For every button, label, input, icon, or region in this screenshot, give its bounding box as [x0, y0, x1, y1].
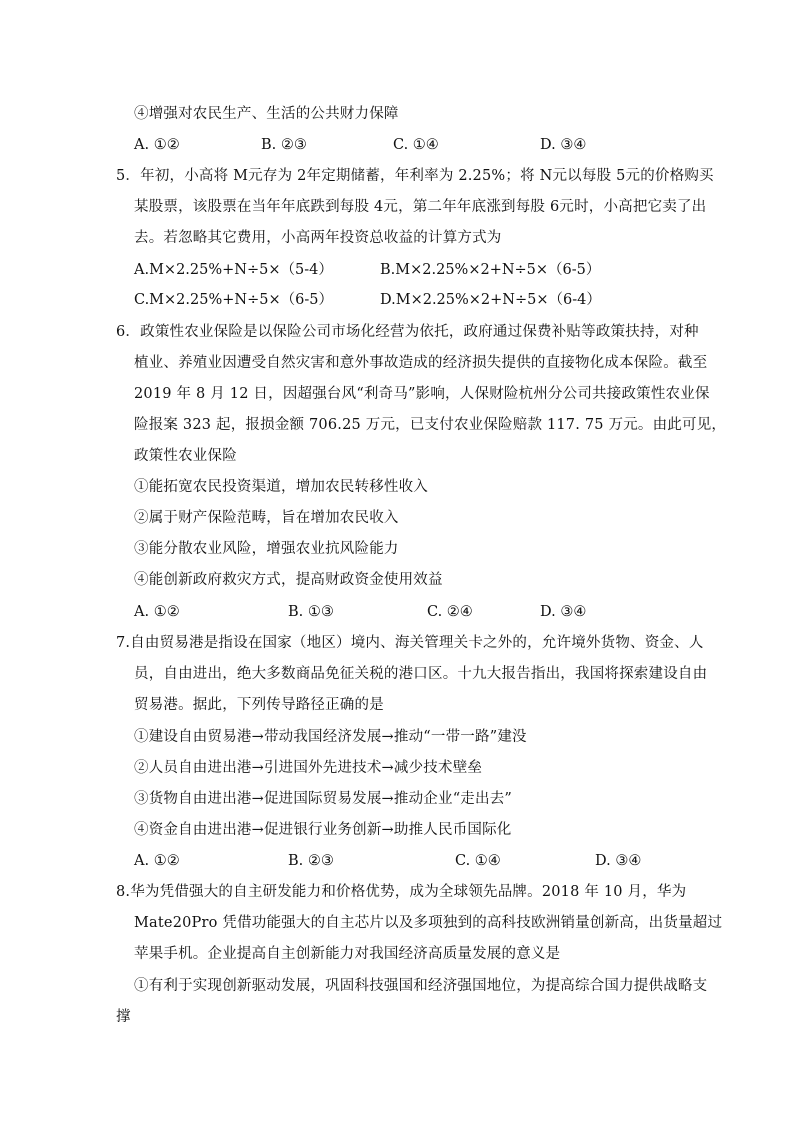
q5-option-d: D.M×2.25%×2+N÷5×（6-4） — [380, 292, 601, 308]
q6-option-d: D. ③④ — [540, 604, 587, 620]
q6-option-a: A. ①② — [134, 604, 180, 620]
q8-stem-line-1: 8.华为凭借强大的自主研发能力和价格优势，成为全球领先品牌。2018 年 10 月，华为 — [116, 884, 687, 900]
q6-stem-line-1: 6．政策性农业保险是以保险公司市场化经营为依托，政府通过保费补贴等政策扶持，对种 — [116, 324, 699, 340]
q5-option-a: A.M×2.25%+N÷5×（5-4） — [134, 262, 333, 278]
q8-item-1-line-2: 撑 — [116, 1009, 131, 1025]
q6-item-1: ①能拓宽农民投资渠道，增加农民转移性收入 — [134, 479, 428, 495]
q5-stem-line-1: 5．年初，小高将 M元存为 2年定期储蓄，年利率为 2.25%；将 N元以每股 5元的价格购买 — [116, 168, 714, 184]
q5-stem-line-3: 去。若忽略其它费用，小高两年投资总收益的计算方式为 — [134, 230, 502, 246]
q8-item-1-line-1: ①有利于实现创新驱动发展，巩固科技强国和经济强国地位，为提高综合国力提供战略支 — [134, 978, 708, 994]
q7-item-3: ③货物自由进出港→促进国际贸易发展→推动企业“走出去” — [134, 791, 513, 807]
q4-option-c: C. ①④ — [393, 137, 439, 153]
q6-stem-line-4: 险报案 323 起，报损金额 706.25 万元，已支付农业保险赔款 117. 75 万元。由此可见， — [134, 417, 727, 433]
q7-item-1: ①建设自由贸易港→带动我国经济发展→推动“一带一路”建没 — [134, 729, 527, 745]
q7-stem-line-2: 员，自由进出，绝大多数商品免征关税的港口区。十九大报告指出，我国将探索建设自由 — [134, 666, 708, 682]
q4-option-b: B. ②③ — [261, 137, 307, 153]
q7-item-2: ②人员自由进出港→引进国外先进技术→减少技术壁垒 — [134, 760, 483, 776]
q5-stem-line-2: 某股票，该股票在当年年底跌到每股 4元，第二年年底涨到每股 6元时，小高把它卖了出 — [134, 199, 707, 215]
q6-stem-line-2: 植业、养殖业因遭受自然灾害和意外事故造成的经济损失提供的直接物化成本保险。截至 — [134, 355, 708, 371]
q6-option-c: C. ②④ — [427, 604, 473, 620]
q6-item-2: ②属于财产保险范畴，旨在增加农民收入 — [134, 510, 399, 526]
q4-option-d: D. ③④ — [540, 137, 587, 153]
q7-option-a: A. ①② — [134, 853, 180, 869]
q8-stem-line-3: 苹果手机。企业提高自主创新能力对我国经济高质量发展的意义是 — [134, 946, 561, 962]
q6-stem-line-5: 政策性农业保险 — [134, 448, 237, 464]
q4-option-a: A. ①② — [134, 137, 180, 153]
q6-option-b: B. ①③ — [288, 604, 334, 620]
q6-item-3: ③能分散农业风险，增强农业抗风险能力 — [134, 541, 399, 557]
q8-stem-line-2: Mate20Pro 凭借功能强大的自主芯片以及多项独到的高科技欧洲销量创新高，出货量超过 — [134, 915, 723, 931]
q7-stem-line-1: 7.自由贸易港是指设在国家（地区）境内、海关管理关卡之外的，允许境外货物、资金、人 — [116, 635, 704, 651]
q5-option-b: B.M×2.25%×2+N÷5×（6-5） — [380, 262, 601, 278]
q7-item-4: ④资金自由进出港→促进银行业务创新→助推人民币国际化 — [134, 822, 512, 838]
q7-option-b: B. ②③ — [288, 853, 334, 869]
q6-stem-line-3: 2019 年 8 月 12 日，因超强台风“利奇马”影响，人保财险杭州分公司共接政策性农业保 — [134, 386, 710, 402]
q6-item-4: ④能创新政府救灾方式，提高财政资金使用效益 — [134, 572, 443, 588]
q7-option-d: D. ③④ — [595, 853, 642, 869]
q7-option-c: C. ①④ — [455, 853, 501, 869]
q4-item-4: ④增强对农民生产、生活的公共财力保障 — [134, 106, 399, 122]
q5-option-c: C.M×2.25%+N÷5×（6-5） — [134, 292, 333, 308]
q7-stem-line-3: 贸易港。据此，下列传导路径正确的是 — [134, 697, 384, 713]
